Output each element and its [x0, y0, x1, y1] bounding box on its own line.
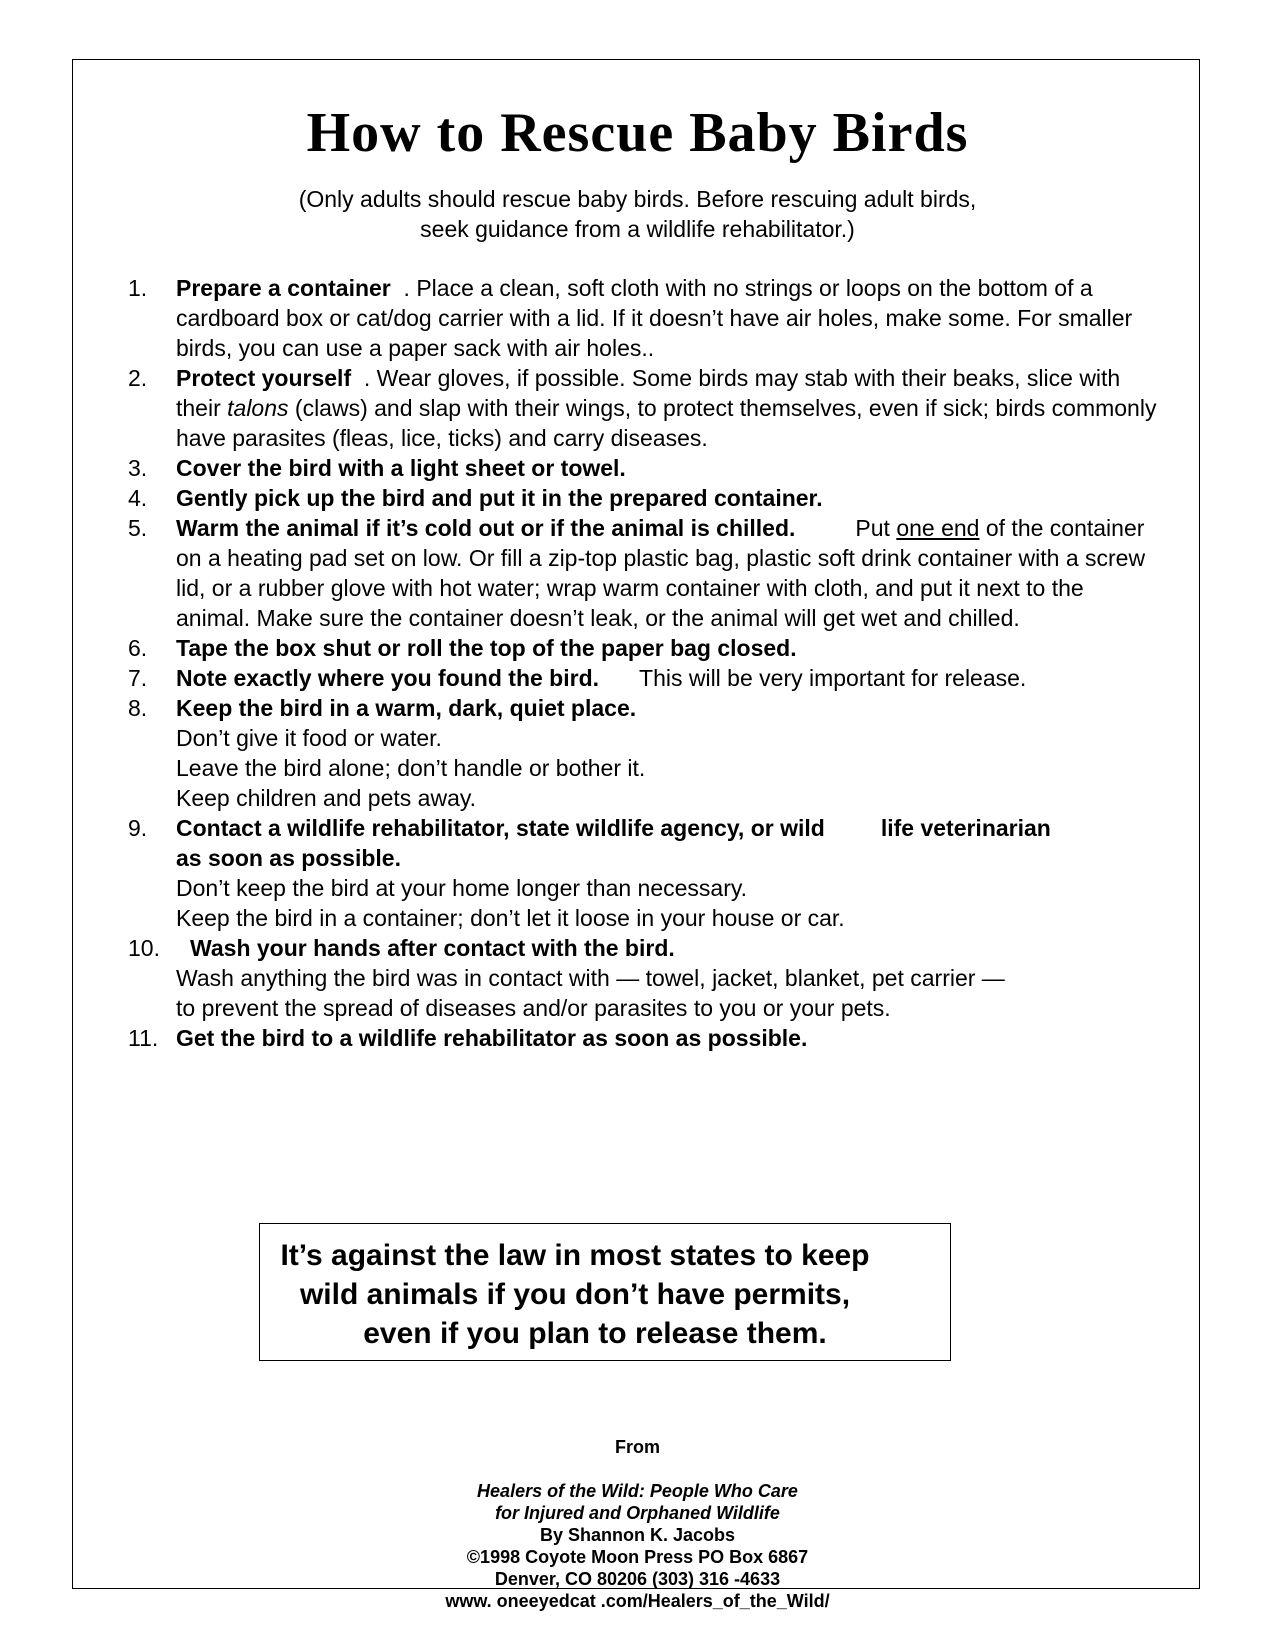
subtitle	[0, 184, 1275, 244]
step-subline: Leave the bird alone; don’t handle or bother it.	[176, 755, 646, 781]
step-subline: Keep children and pets away.	[176, 785, 477, 811]
step-subline: Don’t give it food or water.	[176, 725, 442, 751]
source-book-title: Healers of the Wild: People Who Care	[477, 1481, 798, 1501]
step-heading: Contact a wildlife rehabilitator, state wildlife agency, or wild	[176, 815, 825, 841]
step-9	[128, 813, 1158, 933]
steps-list	[128, 273, 1158, 1053]
step-number: 4.	[128, 485, 148, 511]
step-6	[128, 633, 1158, 663]
step-subline: Keep the bird in a container; don’t let it loose in your house or car.	[176, 905, 845, 931]
step-text: . Wear gloves, if possible. Some birds may stab with their beaks, slice with their	[176, 365, 1121, 421]
step-11	[128, 1023, 1158, 1053]
step-heading: life veterinarian	[880, 815, 1051, 841]
step-5	[128, 513, 1158, 633]
source-book-line-2: for Injured and Orphaned Wildlife	[495, 1503, 780, 1523]
source-publisher: ©1998 Coyote Moon Press PO Box 6867	[466, 1547, 809, 1567]
step-1	[128, 273, 1158, 363]
step-heading: Note exactly where you found the bird.	[176, 665, 600, 691]
step-heading: Wash your hands after contact with the bird.	[190, 935, 675, 961]
source-author: By Shannon K. Jacobs	[539, 1525, 736, 1545]
step-text: Put	[855, 515, 897, 541]
step-heading: Tape the box shut or roll the top of the paper bag closed.	[176, 635, 797, 661]
step-text: of the container on a heating pad set on low. Or fill a zip-top plastic bag, plastic soft drink container with a screw lid, or a rubber glove with hot water; wrap warm container with cloth, and put it next to the animal. Make sure the container doesn’t leak, or the animal will get wet and chilled.	[176, 515, 1146, 631]
step-7	[128, 663, 1158, 693]
step-heading: Prepare a container	[176, 275, 391, 301]
law-notice-line-1: It’s against the law in most states to keep	[280, 1239, 870, 1272]
law-notice-line-2: wild animals if you don’t have permits,	[299, 1278, 851, 1311]
subtitle-line-2: seek guidance from a wildlife rehabilitator.)	[420, 216, 855, 242]
step-number: 1.	[128, 275, 148, 301]
step-heading: Get the bird to a wildlife rehabilitator as soon as possible.	[176, 1025, 808, 1051]
step-2	[128, 363, 1158, 453]
law-notice-box	[259, 1223, 951, 1361]
subtitle-line-1: (Only adults should rescue baby birds. Before rescuing adult birds,	[298, 186, 977, 212]
step-number: 9.	[128, 815, 148, 841]
source-book-line-1	[0, 1436, 1275, 1502]
source-address: Denver, CO 80206 (303) 316 -4633	[494, 1569, 781, 1589]
step-subline: Wash anything the bird was in contact with — towel, jacket, blanket, pet carrier —	[176, 965, 1005, 991]
source-citation	[0, 1436, 1275, 1612]
step-text-underline: one end	[896, 515, 980, 541]
step-heading: Warm the animal if it’s cold out or if the animal is chilled.	[176, 515, 796, 541]
step-number: 5.	[128, 515, 148, 541]
step-text: (claws) and slap with their wings, to protect themselves, even if sick; birds commonly have parasites (fleas, lice, ticks) and carry diseases.	[176, 395, 1157, 451]
page-title: How to Rescue Baby Birds	[306, 102, 969, 164]
step-number: 2.	[128, 365, 148, 391]
source-url: www. oneeyedcat .com/Healers_of_the_Wild/	[445, 1591, 830, 1611]
step-10	[128, 933, 1158, 1023]
step-4	[128, 483, 1158, 513]
step-heading: Cover the bird with a light sheet or towel.	[176, 455, 626, 481]
step-number: 8.	[128, 695, 148, 721]
step-number: 11.	[128, 1025, 159, 1051]
step-heading: Protect yourself	[176, 365, 352, 391]
step-subline: Don’t keep the bird at your home longer than necessary.	[176, 875, 748, 901]
step-heading: Keep the bird in a warm, dark, quiet place.	[176, 695, 637, 721]
step-heading: Gently pick up the bird and put it in the prepared container.	[176, 485, 823, 511]
step-8	[128, 693, 1158, 813]
step-heading: as soon as possible.	[176, 845, 401, 871]
law-notice-line-3: even if you plan to release them.	[363, 1317, 827, 1350]
step-text: This will be very important for release.	[639, 665, 1027, 691]
step-3	[128, 453, 1158, 483]
step-subline: to prevent the spread of diseases and/or parasites to you or your pets.	[176, 995, 891, 1021]
step-number: 7.	[128, 665, 148, 691]
step-number: 10.	[128, 935, 160, 961]
step-number: 6.	[128, 635, 148, 661]
step-text-italic: talons	[227, 395, 289, 421]
step-text: . Place a clean, soft cloth with no strings or loops on the bottom of a cardboard box or cat/dog carrier with a lid. If it doesn’t have air holes, make some. For smaller birds, you can use a paper sack with air holes..	[176, 275, 1133, 361]
step-number: 3.	[128, 455, 148, 481]
source-from: From	[615, 1437, 660, 1457]
